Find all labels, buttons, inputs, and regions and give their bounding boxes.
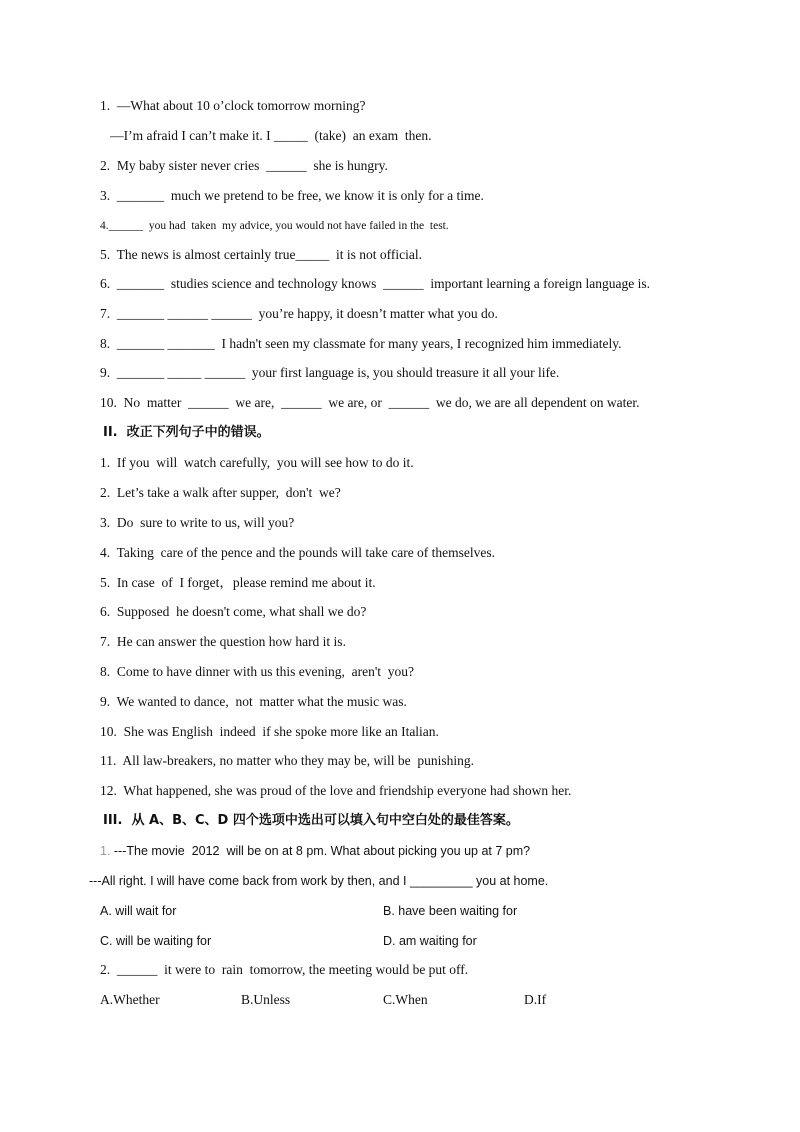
- s2-q10: 10. She was English indeed if she spoke more like an Italian.: [100, 724, 439, 739]
- s3-q1-option-b: B. have been waiting for: [383, 904, 518, 918]
- s1-q9: 9. _______ _____ ______ your first language is, you should treasure it all your life.: [100, 365, 560, 380]
- s2-q4: 4. Taking care of the pence and the pounds will take care of themselves.: [100, 545, 496, 560]
- s1-q6: 6. _______ studies science and technology knows ______ important learning a foreign language is.: [100, 276, 651, 291]
- s2-q2: 2. Let’s take a walk after supper, don't we?: [100, 485, 341, 500]
- s1-q5: 5. The news is almost certainly true_____ it is not official.: [100, 247, 422, 262]
- s2-q12: 12. What happened, she was proud of the love and friendship everyone had shown her.: [100, 783, 572, 798]
- s3-q2-option-c: C.When: [383, 992, 428, 1007]
- s3-q1-stem: [100, 842, 530, 860]
- s2-q5: 5. In case of I forget，please remind me about it.: [100, 575, 376, 590]
- s3-q2-stem: 2. ______ it were to rain tomorrow, the meeting would be put off.: [100, 962, 469, 977]
- s1-q1-line1: 1. —What about 10 o’clock tomorrow morning?: [100, 98, 366, 113]
- s3-q1-line1: ---The movie 2012 will be on at 8 pm. What about picking you up at 7 pm?: [110, 844, 531, 858]
- s3-q2-option-d: D.If: [524, 992, 547, 1007]
- s2-q11: 11. All law-breakers, no matter who they may be, will be punishing.: [100, 753, 475, 768]
- s1-q1-line2: —I’m afraid I can’t make it. I _____ (take) an exam then.: [100, 128, 432, 143]
- s2-q1: 1. If you will watch carefully, you will see how to do it.: [100, 455, 414, 470]
- s3-q1-option-a: A. will wait for: [100, 904, 177, 918]
- s3-q2-option-b: B.Unless: [241, 992, 291, 1007]
- s1-q4: 4.______ you had taken my advice, you would not have failed in the test.: [100, 220, 449, 232]
- section2-heading: II. 改正下列句子中的错误。: [103, 425, 270, 440]
- s2-q9: 9. We wanted to dance, not matter what the music was.: [100, 694, 407, 709]
- s1-q10: 10. No matter ______ we are, ______ we are, or ______ we do, we are all dependent on water.: [100, 395, 640, 410]
- s3-q1-option-c: C. will be waiting for: [100, 934, 212, 948]
- section3-heading: III. 从 A、B、C、D 四个选项中选出可以填入句中空白处的最佳答案。: [103, 813, 519, 828]
- s1-q3: 3. _______ much we pretend to be free, we know it is only for a time.: [100, 188, 484, 203]
- s3-q2-option-a: A.Whether: [100, 992, 160, 1007]
- s3-q1-option-d: D. am waiting for: [383, 934, 477, 948]
- s2-q3: 3. Do sure to write to us, will you?: [100, 515, 295, 530]
- s2-q7: 7. He can answer the question how hard it is.: [100, 634, 346, 649]
- s2-q6: 6. Supposed he doesn't come, what shall we do?: [100, 604, 367, 619]
- s3-q2-options: [100, 991, 547, 1099]
- s1-q7: 7. _______ ______ ______ you’re happy, it doesn’t matter what you do.: [100, 306, 498, 321]
- s3-q1-number: 1.: [100, 844, 111, 858]
- s2-q8: 8. Come to have dinner with us this evening, aren't you?: [100, 664, 414, 679]
- s1-q8: 8. _______ _______ I hadn't seen my classmate for many years, I recognized him immediately.: [100, 336, 622, 351]
- s1-q2: 2. My baby sister never cries ______ she is hungry.: [100, 158, 388, 173]
- s3-q1-line2: ---All right. I will have come back from work by then, and I _________ you at home.: [89, 874, 549, 888]
